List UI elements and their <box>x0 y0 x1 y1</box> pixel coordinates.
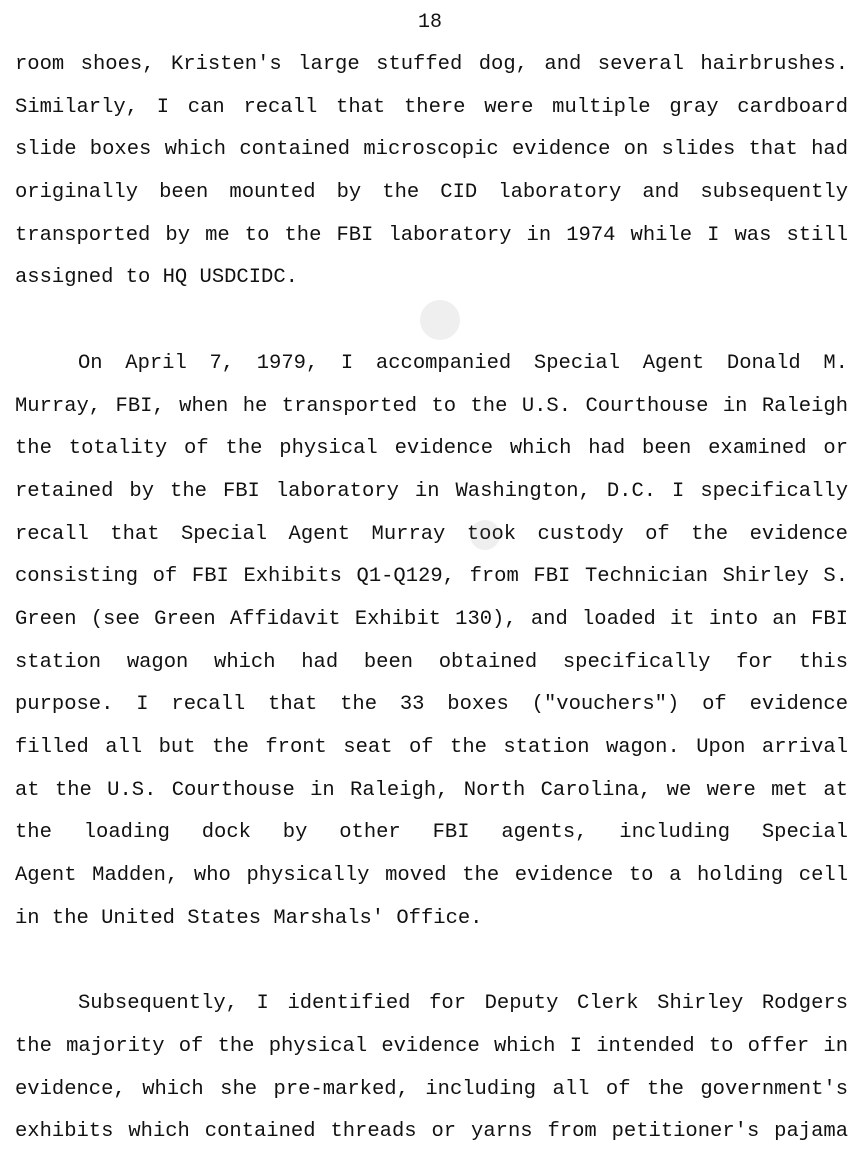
paragraph-gap <box>15 940 848 983</box>
paragraph-2-line-12: the loading dock by other FBI agents, including Special <box>15 821 848 845</box>
paragraph-2-line-2: Murray, FBI, when he transported to the U.S. Courthouse in Raleigh <box>15 394 848 418</box>
paragraph-3-line-1: Subsequently, I identified for Deputy Clerk Shirley Rodgers <box>78 992 848 1016</box>
paragraph-2-line-8: station wagon which had been obtained specifically for this <box>15 650 848 674</box>
paragraph-1-line-1: room shoes, Kristen's large stuffed dog, and several hairbrushes. <box>15 53 848 76</box>
paragraph-2-line-10: filled all but the front seat of the station wagon. Upon arrival <box>15 736 848 759</box>
paragraph-2-line-14: in the United States Marshals' Office. <box>15 906 483 930</box>
paragraph-2-line-11: at the U.S. Courthouse in Raleigh, North Carolina, we were met at <box>15 778 848 802</box>
paragraph-2-line-9: purpose. I recall that the 33 boxes ("vouchers") of evidence <box>15 693 848 717</box>
paragraph-2-line-4: retained by the FBI laboratory in Washington, D.C. I specifically <box>15 479 848 503</box>
paragraph-3-line-2: the majority of the physical evidence which I intended to offer in <box>15 1034 848 1058</box>
paragraph-2-line-5: recall that Special Agent Murray took custody of the evidence <box>15 522 848 546</box>
paragraph-1-line-5: transported by me to the FBI laboratory in 1974 while I was still <box>15 223 848 247</box>
paragraph-2-line-1: On April 7, 1979, I accompanied Special Agent Donald M. <box>78 351 848 375</box>
paragraph-1-line-4: originally been mounted by the CID laboratory and subsequently <box>15 181 848 205</box>
paragraph-2-line-3: the totality of the physical evidence which had been examined or <box>15 437 848 461</box>
paragraph-1-line-6: assigned to HQ USDCIDC. <box>15 266 298 290</box>
page-number: 18 <box>417 11 442 34</box>
scan-artifact <box>470 520 500 550</box>
paragraph-3-line-3: evidence, which she pre-marked, including all of the government's <box>15 1077 848 1101</box>
paragraph-1-line-3: slide boxes which contained microscopic evidence on slides that had <box>15 138 848 162</box>
scan-artifact <box>420 300 460 340</box>
paragraph-2-line-13: Agent Madden, who physically moved the evidence to a holding cell <box>15 864 848 888</box>
paragraph-2-line-6: consisting of FBI Exhibits Q1-Q129, from FBI Technician Shirley S. <box>15 565 848 589</box>
paragraph-3-line-4: exhibits which contained threads or yarns from petitioner's pajama <box>15 1120 848 1144</box>
document-body <box>15 44 848 1154</box>
paragraph-2-line-7: Green (see Green Affidavit Exhibit 130), and loaded it into an FBI <box>15 607 848 631</box>
paragraph-1-line-2: Similarly, I can recall that there were multiple gray cardboard <box>15 95 848 119</box>
